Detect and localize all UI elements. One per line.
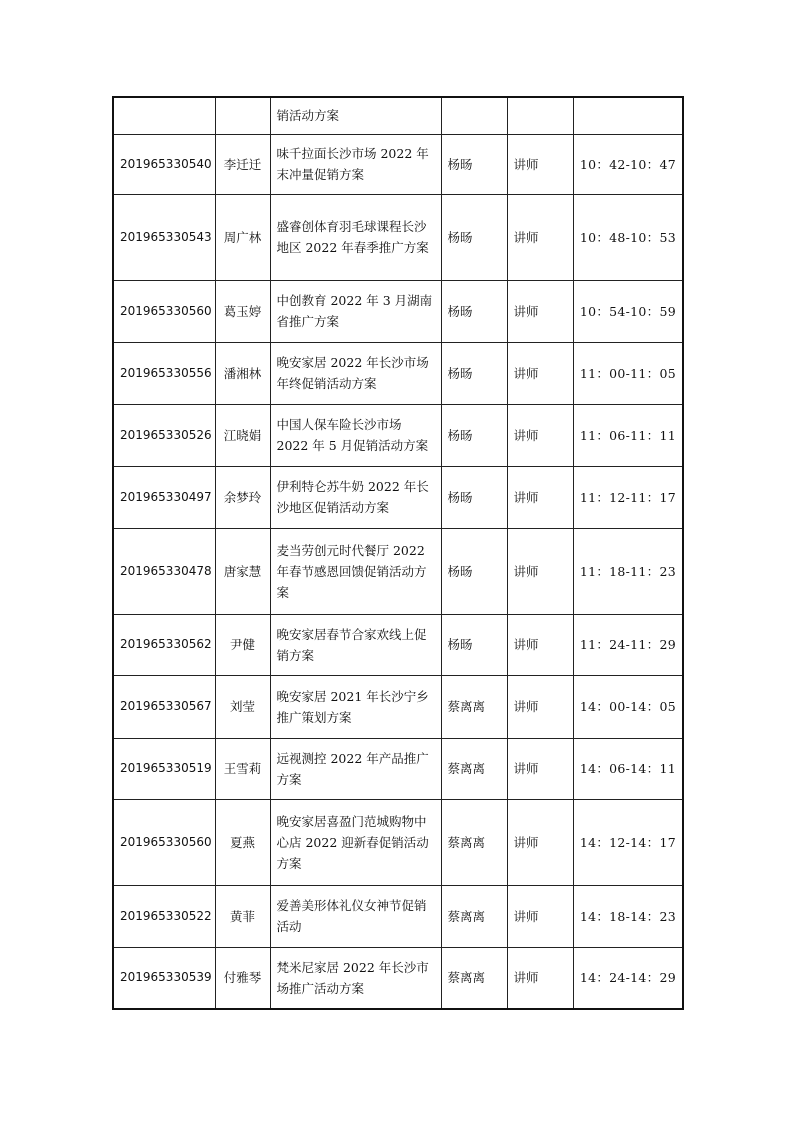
advisor-name: 杨旸 [441, 404, 507, 466]
table-row [113, 404, 683, 466]
student-name: 刘莹 [215, 675, 270, 738]
advisor-rank [507, 97, 573, 134]
thesis-title: 麦当劳创元时代餐厅 2022 年春节感恩回馈促销活动方案 [270, 528, 441, 614]
student-name: 葛玉婷 [215, 280, 270, 342]
thesis-title: 伊利特仑苏牛奶 2022 年长沙地区促销活动方案 [270, 466, 441, 528]
table-row [113, 342, 683, 404]
time-slot: 11：12-11：17 [573, 466, 683, 528]
thesis-title: 味千拉面长沙市场 2022 年末冲量促销方案 [270, 134, 441, 194]
advisor-name: 杨旸 [441, 342, 507, 404]
table-row [113, 466, 683, 528]
time-slot: 10：48-10：53 [573, 194, 683, 280]
time-slot: 14：06-14：11 [573, 738, 683, 799]
student-name [215, 97, 270, 134]
advisor-name: 杨旸 [441, 134, 507, 194]
advisor-name: 杨旸 [441, 614, 507, 675]
time-slot: 14：00-14：05 [573, 675, 683, 738]
thesis-title: 销活动方案 [270, 97, 441, 134]
advisor-name [441, 97, 507, 134]
thesis-title: 爱善美形体礼仪女神节促销活动 [270, 885, 441, 947]
student-id: 201965330567 [113, 675, 215, 738]
time-slot: 14：12-14：17 [573, 799, 683, 885]
thesis-title: 中创教育 2022 年 3 月湖南省推广方案 [270, 280, 441, 342]
table-row [113, 885, 683, 947]
time-slot: 11：18-11：23 [573, 528, 683, 614]
time-slot: 10：42-10：47 [573, 134, 683, 194]
student-name: 余梦玲 [215, 466, 270, 528]
thesis-title: 梵米尼家居 2022 年长沙市场推广活动方案 [270, 947, 441, 1009]
student-id: 201965330560 [113, 280, 215, 342]
thesis-title: 盛睿创体育羽毛球课程长沙地区 2022 年春季推广方案 [270, 194, 441, 280]
table-row [113, 134, 683, 194]
thesis-title: 远视测控 2022 年产品推广方案 [270, 738, 441, 799]
time-slot: 11：00-11：05 [573, 342, 683, 404]
thesis-title: 晚安家居 2022 年长沙市场年终促销活动方案 [270, 342, 441, 404]
advisor-rank: 讲师 [507, 134, 573, 194]
student-id: 201965330526 [113, 404, 215, 466]
table-row [113, 738, 683, 799]
table-row [113, 194, 683, 280]
advisor-name: 蔡离离 [441, 799, 507, 885]
table-row [113, 280, 683, 342]
student-id: 201965330540 [113, 134, 215, 194]
student-id: 201965330562 [113, 614, 215, 675]
table-row [113, 97, 683, 134]
advisor-name: 蔡离离 [441, 738, 507, 799]
student-name: 夏燕 [215, 799, 270, 885]
schedule-rows [113, 97, 683, 1009]
student-name: 尹健 [215, 614, 270, 675]
table-row [113, 799, 683, 885]
advisor-rank: 讲师 [507, 799, 573, 885]
advisor-rank: 讲师 [507, 738, 573, 799]
advisor-rank: 讲师 [507, 342, 573, 404]
student-id: 201965330478 [113, 528, 215, 614]
student-id [113, 97, 215, 134]
time-slot [573, 97, 683, 134]
advisor-rank: 讲师 [507, 675, 573, 738]
time-slot: 14：24-14：29 [573, 947, 683, 1009]
student-name: 唐家慧 [215, 528, 270, 614]
table-row [113, 614, 683, 675]
student-id: 201965330522 [113, 885, 215, 947]
student-id: 201965330543 [113, 194, 215, 280]
time-slot: 10：54-10：59 [573, 280, 683, 342]
table-row [113, 947, 683, 1009]
table-row [113, 528, 683, 614]
advisor-name: 蔡离离 [441, 885, 507, 947]
student-id: 201965330497 [113, 466, 215, 528]
advisor-name: 杨旸 [441, 528, 507, 614]
student-name: 黄菲 [215, 885, 270, 947]
advisor-name: 杨旸 [441, 466, 507, 528]
student-name: 付雅琴 [215, 947, 270, 1009]
time-slot: 14：18-14：23 [573, 885, 683, 947]
advisor-rank: 讲师 [507, 614, 573, 675]
student-id: 201965330519 [113, 738, 215, 799]
student-id: 201965330539 [113, 947, 215, 1009]
advisor-name: 杨旸 [441, 194, 507, 280]
student-id: 201965330556 [113, 342, 215, 404]
thesis-title: 中国人保车险长沙市场 2022 年 5 月促销活动方案 [270, 404, 441, 466]
advisor-rank: 讲师 [507, 466, 573, 528]
advisor-name: 蔡离离 [441, 675, 507, 738]
advisor-rank: 讲师 [507, 947, 573, 1009]
defense-schedule-table [112, 96, 684, 1010]
advisor-rank: 讲师 [507, 194, 573, 280]
student-name: 江晓娟 [215, 404, 270, 466]
advisor-name: 杨旸 [441, 280, 507, 342]
advisor-name: 蔡离离 [441, 947, 507, 1009]
student-name: 周广林 [215, 194, 270, 280]
time-slot: 11：24-11：29 [573, 614, 683, 675]
thesis-title: 晚安家居喜盈门范城购物中心店 2022 迎新春促销活动方案 [270, 799, 441, 885]
advisor-rank: 讲师 [507, 404, 573, 466]
time-slot: 11：06-11：11 [573, 404, 683, 466]
advisor-rank: 讲师 [507, 280, 573, 342]
student-name: 李迁迁 [215, 134, 270, 194]
thesis-title: 晚安家居春节合家欢线上促销方案 [270, 614, 441, 675]
student-id: 201965330560 [113, 799, 215, 885]
table-row [113, 675, 683, 738]
thesis-title: 晚安家居 2021 年长沙宁乡推广策划方案 [270, 675, 441, 738]
advisor-rank: 讲师 [507, 885, 573, 947]
advisor-rank: 讲师 [507, 528, 573, 614]
student-name: 王雪莉 [215, 738, 270, 799]
student-name: 潘湘林 [215, 342, 270, 404]
